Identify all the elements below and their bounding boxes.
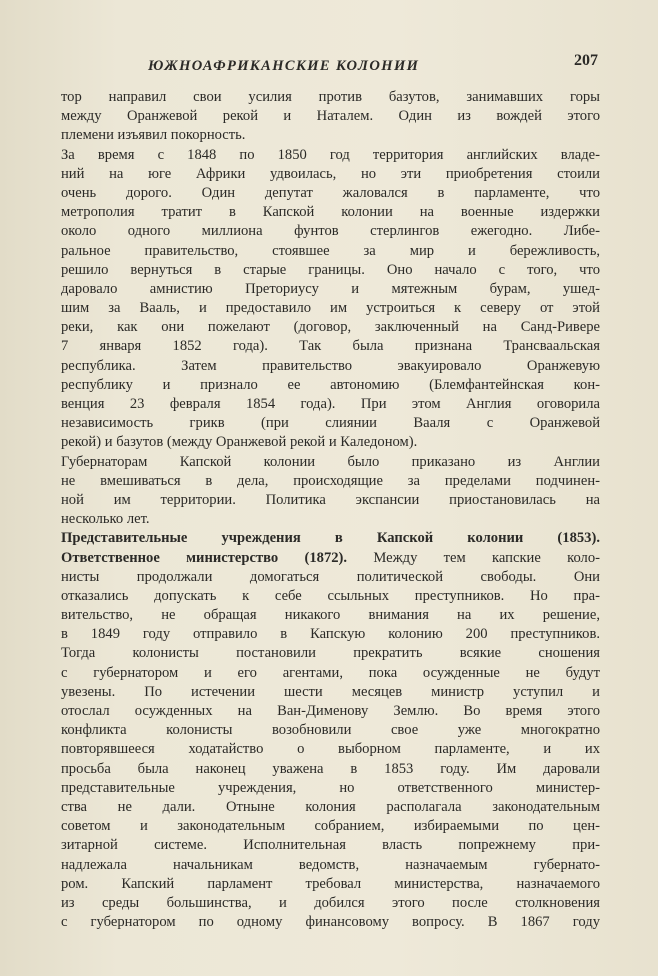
text-line: из среды большинства, и добился этого после столкновения bbox=[61, 894, 600, 911]
text-line: республика. Затем правительство эвакуировало Оранжевую bbox=[61, 357, 600, 374]
text-line: Губернаторам Капской колонии было приказано из Англии bbox=[61, 453, 600, 470]
text-line: с губернатором и его агентами, пока осужденные не будут bbox=[61, 664, 600, 681]
text-line: даровало амнистию Преториусу и мятежным бурам, ушед- bbox=[61, 280, 600, 297]
running-title: ЮЖНОАФРИКАНСКИЕ КОЛОНИИ bbox=[148, 58, 420, 74]
text-line: рекой) и базутов (между Оранжевой рекой и Каледоном). bbox=[61, 434, 418, 451]
text-line: племени изъявил покорность. bbox=[61, 127, 246, 144]
text-line: зитарной системе. Исполнительная власть попрежнему при- bbox=[61, 837, 600, 854]
text-line: надлежала начальникам ведомств, назначаемым губернато- bbox=[61, 856, 600, 873]
text-line: венция 23 февраля 1854 года). При этом Англия оговорила bbox=[61, 396, 600, 412]
text-line: 7 января 1852 года). Так была признана Трансваальская bbox=[61, 338, 600, 355]
text-line: конфликта колонисты возобновили свое уже многократно bbox=[61, 722, 600, 739]
text-line: ной им территории. Политика экспансии приостановилась на bbox=[61, 491, 600, 508]
text-line: повторявшееся ходатайство о выборном парламенте, и их bbox=[61, 741, 600, 758]
text-line: очень дорого. Один депутат жаловался в парламенте, что bbox=[61, 184, 600, 201]
text-line: решило вернуться в старые границы. Оно начало с того, что bbox=[61, 261, 600, 278]
text-line: реки, как они пожелают (договор, заключенный на Санд-Ривере bbox=[61, 319, 600, 336]
text-line: За время с 1848 по 1850 год территория английских владе- bbox=[61, 146, 600, 163]
text-line: метрополия тратит в Капской колонии на военные издержки bbox=[61, 204, 600, 221]
text-line: в 1849 году отправило в Капскую колонию 200 преступников. bbox=[61, 626, 600, 643]
text-line: просьба была наконец уважена в 1853 году. Им даровали bbox=[61, 760, 600, 777]
section-heading: Представительные учреждения в Капской колонии (1853). bbox=[61, 530, 600, 547]
text-line: ральное правительство, стоявшее за мир и бережливость, bbox=[61, 242, 600, 259]
text-line: не вмешиваться в дела, происходящие за пределами подчинен- bbox=[61, 472, 600, 489]
text-line: ром. Капский парламент требовал министерства, назначаемого bbox=[61, 875, 600, 892]
text-line: нисты продолжали домогаться политической свободы. Они bbox=[61, 568, 600, 585]
text-line: вительство, не обращая никакого внимания на их решение, bbox=[61, 607, 600, 624]
text-line: тор направил свои усилия против базутов, занимавших горы bbox=[61, 89, 600, 105]
text-line: около одного миллиона фунтов стерлингов ежегодно. Либе- bbox=[61, 223, 600, 240]
section-subheading: Ответственное министерство (1872). bbox=[61, 549, 348, 566]
text-line: республику и признало ее автономию (Блемфантейнская кон- bbox=[61, 376, 600, 393]
text-line: Тогда колонисты постановили прекратить всякие сношения bbox=[61, 645, 600, 662]
page-header bbox=[60, 50, 598, 74]
section-continuation: Между тем капские коло- bbox=[347, 549, 600, 566]
text-line: с губернатором по одному финансовому вопросу. В 1867 году bbox=[61, 914, 600, 931]
text-line: между Оранжевой рекой и Наталем. Один из вождей этого bbox=[61, 108, 600, 125]
page-number: 207 bbox=[574, 52, 598, 69]
text-line: представительные учреждения, но ответственного министер- bbox=[61, 779, 600, 796]
text-line: ний на юге Африки удвоилась, но эти приобретения стоили bbox=[61, 165, 600, 182]
section-heading-line-2 bbox=[61, 549, 600, 568]
text-line: несколько лет. bbox=[61, 511, 150, 528]
body-text bbox=[61, 88, 600, 932]
text-line: ства не дали. Отныне колония располагала законодательным bbox=[61, 798, 600, 815]
text-line: отказались допускать к себе ссыльных преступников. Но пра- bbox=[61, 587, 600, 604]
text-line: отослал осужденных на Ван-Дименову Землю. Во время этого bbox=[61, 703, 600, 719]
text-line: шим за Вааль, и предоставило им устроиться к северу от этой bbox=[61, 300, 600, 317]
text-line: советом и законодательным собранием, избираемыми по цен- bbox=[61, 818, 600, 835]
text-line: увезены. По истечении шести месяцев министр уступил и bbox=[61, 683, 600, 700]
text-line: независимость грикв (при слиянии Вааля с Оранжевой bbox=[61, 415, 600, 432]
